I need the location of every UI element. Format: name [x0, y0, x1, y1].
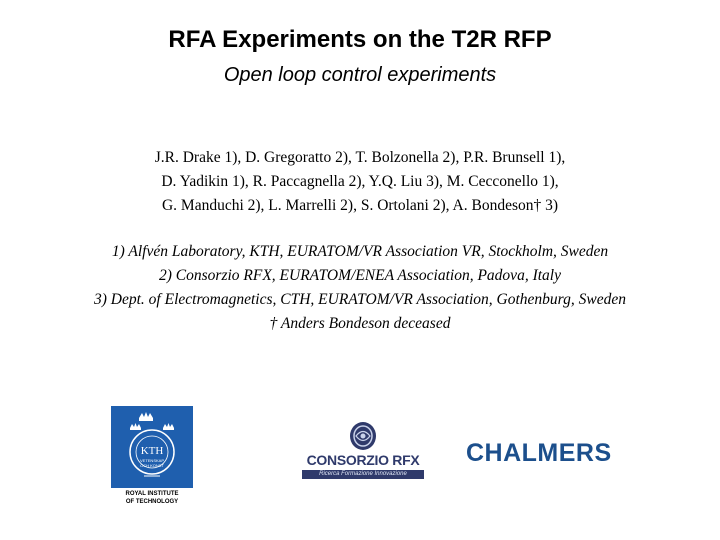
kth-motto-1: VETENSKAP — [139, 458, 165, 463]
kth-caption-line: ROYAL INSTITUTE — [125, 491, 179, 497]
rfx-name: CONSORZIO RFX — [306, 452, 420, 468]
slide-title: RFA Experiments on the T2R RFP — [168, 26, 552, 53]
kth-caption-line: OF TECHNOLOGY — [125, 499, 179, 505]
kth-mark: KTH — [140, 445, 164, 457]
rfx-emblem-icon — [300, 420, 426, 454]
affiliation-line: 1) Alfvén Laboratory, KTH, EURATOM/VR Association VR, Stockholm, Sweden — [111, 243, 609, 260]
rfx-tagline: Ricerca Formazione Innovazione — [302, 470, 424, 479]
consorzio-rfx-logo — [300, 420, 426, 482]
kth-logo — [111, 406, 193, 510]
kth-emblem — [111, 406, 193, 488]
kth-motto-2: OCH KONST — [140, 463, 164, 468]
affiliation-list — [0, 240, 720, 336]
slide-subtitle: Open loop control experiments — [223, 64, 497, 86]
author-line: J.R. Drake 1), D. Gregoratto 2), T. Bolzonella 2), P.R. Brunsell 1), — [154, 149, 566, 166]
author-list — [0, 146, 720, 218]
affiliation-line: 2) Consorzio RFX, EURATOM/ENEA Association, Padova, Italy — [159, 267, 561, 284]
author-line: G. Manduchi 2), L. Marrelli 2), S. Ortolani 2), A. Bondeson† 3) — [161, 197, 559, 214]
author-line: D. Yadikin 1), R. Paccagnella 2), Y.Q. Liu 3), M. Cecconello 1), — [161, 173, 559, 190]
kth-caption — [111, 490, 193, 506]
kth-crest-icon — [111, 406, 193, 488]
chalmers-logo: CHALMERS — [466, 439, 612, 467]
affiliation-line: † Anders Bondeson deceased — [269, 315, 451, 332]
affiliation-line: 3) Dept. of Electromagnetics, CTH, EURATOM/VR Association, Gothenburg, Sweden — [94, 291, 626, 308]
